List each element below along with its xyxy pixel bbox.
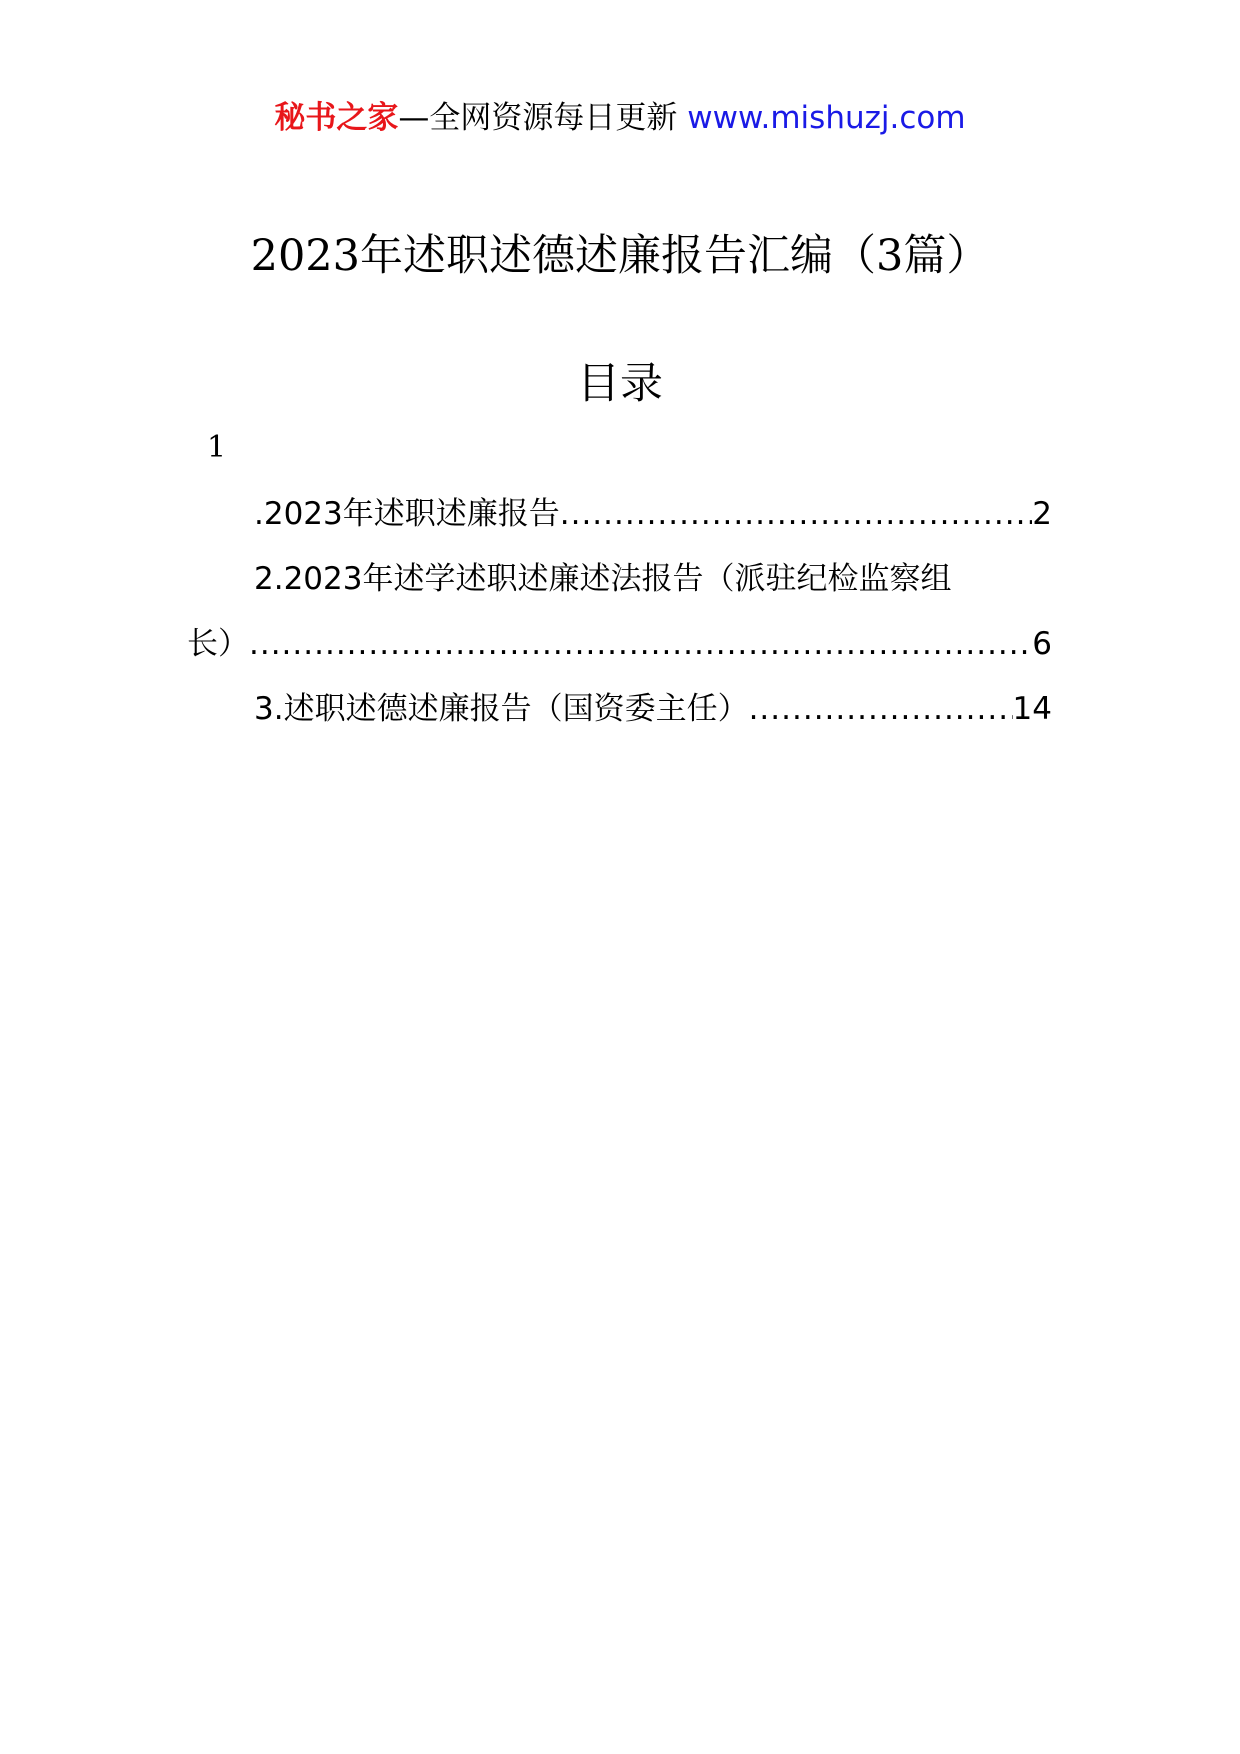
toc-entry-1-page: 2 (1032, 496, 1052, 532)
toc-entry-2-leader (249, 624, 1032, 664)
toc-entry-2[interactable] (187, 624, 1052, 664)
toc-entry-3[interactable] (254, 689, 1052, 729)
toc-entry-2-page: 6 (1032, 626, 1052, 662)
toc-entry-3-page: 14 (1012, 691, 1052, 727)
brand-name: 秘书之家 (274, 100, 399, 136)
toc-heading: 目录 (577, 359, 663, 409)
toc-entry-2-label-line-2: 长） (187, 626, 249, 662)
document-title: 2023年述职述德述廉报告汇编（3篇） (250, 231, 990, 281)
site-url-link[interactable]: www.mishuzj.com (687, 100, 966, 136)
toc-entry-1[interactable] (254, 494, 1052, 534)
stray-number: 1 (207, 430, 227, 465)
toc-entry-3-leader (749, 689, 1013, 729)
toc-entry-1-label: .2023年述职述廉报告 (254, 496, 560, 532)
toc-entry-3-label: 3.述职述德述廉报告（国资委主任） (254, 691, 749, 727)
toc-entry-1-leader (560, 494, 1033, 534)
toc-entry-2-line-1[interactable]: 2.2023年述学述职述廉述法报告（派驻纪检监察组 (254, 561, 952, 597)
header-tagline: —全网资源每日更新 (398, 100, 678, 136)
site-header (0, 98, 1240, 138)
